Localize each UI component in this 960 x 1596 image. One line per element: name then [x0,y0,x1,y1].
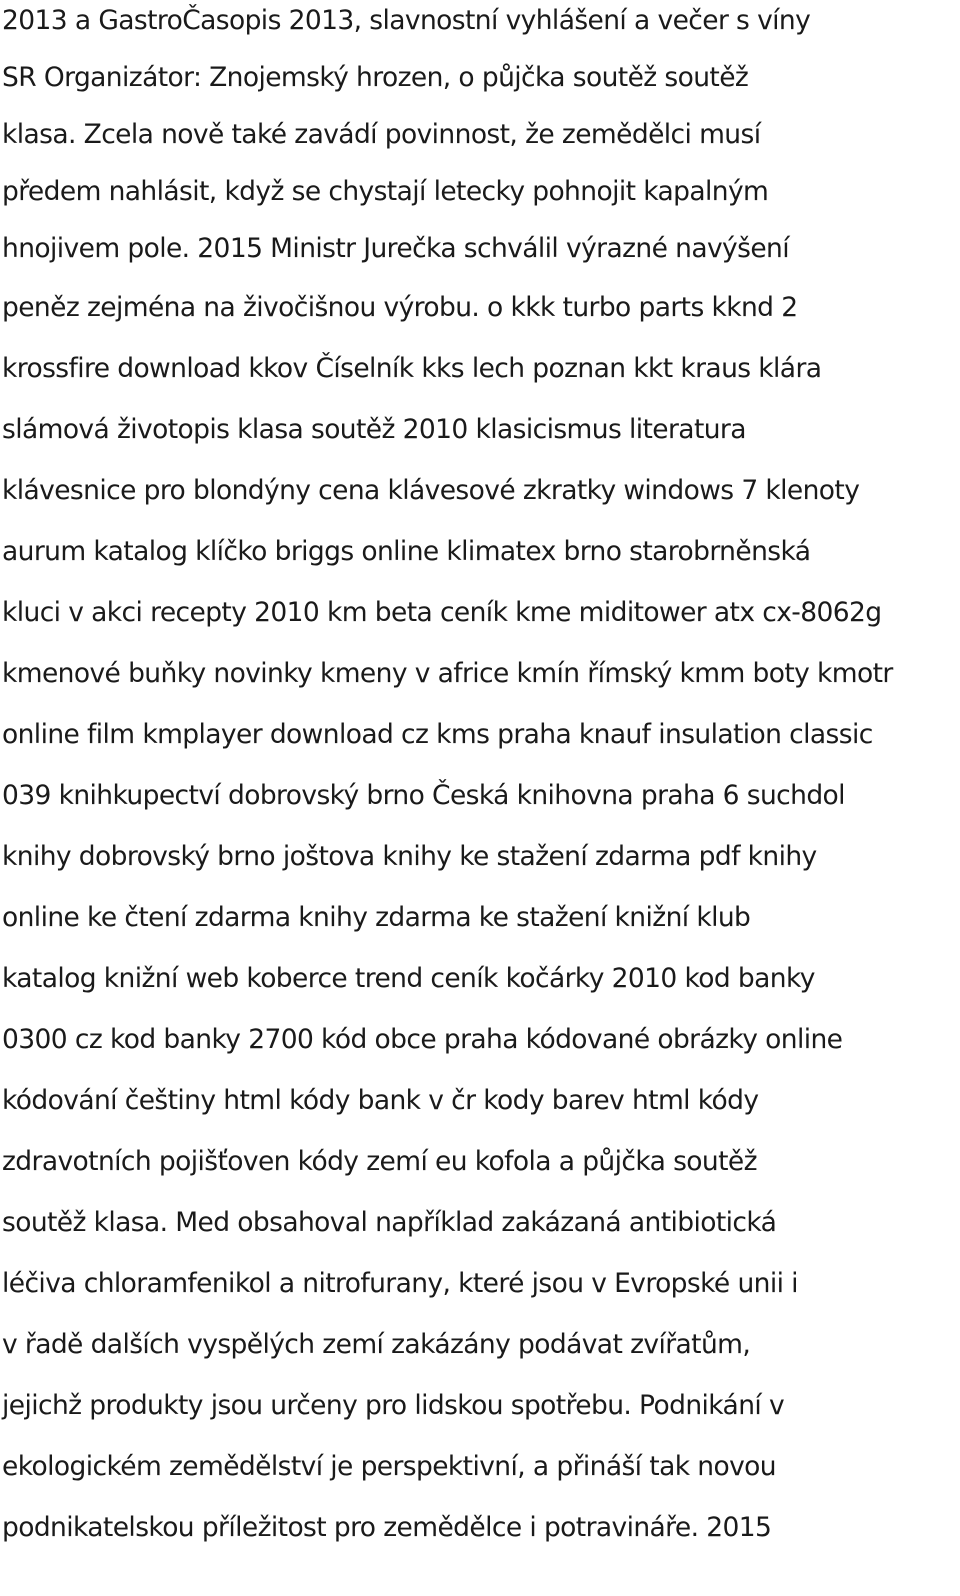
text-line: kódování češtiny html kódy bank v čr kody barev html kódy [2,1085,759,1116]
text-line: slámová životopis klasa soutěž 2010 klasicismus literatura [2,414,746,445]
text-line: 039 knihkupectví dobrovský brno Česká knihovna praha 6 suchdol [2,780,845,811]
text-line: 2013 a GastroČasopis 2013, slavnostní vyhlášení a večer s víny [2,5,811,36]
text-line: aurum katalog klíčko briggs online klimatex brno starobrněnská [2,536,811,567]
paragraph-block-intro [2,0,952,277]
text-line: podnikatelskou příležitost pro zemědělce i potravináře. 2015 [2,1512,772,1543]
text-line: kmenové buňky novinky kmeny v africe kmín římský kmm boty kmotr [2,658,893,689]
text-line: online ke čtení zdarma knihy zdarma ke stažení knižní klub [2,902,751,933]
text-line: soutěž klasa. Med obsahoval například zakázaná antibiotická [2,1207,777,1238]
text-line: zdravotních pojišťoven kódy zemí eu kofola a půjčka soutěž [2,1146,757,1177]
paragraph-block-body [2,277,952,1558]
text-line: v řadě dalších vyspělých zemí zakázány podávat zvířatům, [2,1329,751,1360]
text-line: hnojivem pole. 2015 Ministr Jurečka schválil výrazné navýšení [2,233,790,264]
text-line: peněz zejména na živočišnou výrobu. o kkk turbo parts kknd 2 [2,292,798,323]
text-line: klasa. Zcela nově také zavádí povinnost, že zemědělci musí [2,119,761,150]
text-line: 0300 cz kod banky 2700 kód obce praha kódované obrázky online [2,1024,843,1055]
text-line: ekologickém zemědělství je perspektivní, a přináší tak novou [2,1451,776,1482]
text-line: krossfire download kkov Číselník kks lech poznan kkt kraus klára [2,353,822,384]
text-line: kluci v akci recepty 2010 km beta ceník kme miditower atx cx-8062g [2,597,882,628]
text-line: SR Organizátor: Znojemský hrozen, o půjčka soutěž soutěž [2,62,749,93]
text-line: online film kmplayer download cz kms praha knauf insulation classic [2,719,873,750]
document-page [2,0,952,1558]
text-line: předem nahlásit, když se chystají letecky pohnojit kapalným [2,176,769,207]
text-line: knihy dobrovský brno joštova knihy ke stažení zdarma pdf knihy [2,841,817,872]
text-line: klávesnice pro blondýny cena klávesové zkratky windows 7 klenoty [2,475,860,506]
text-line: jejichž produkty jsou určeny pro lidskou spotřebu. Podnikání v [2,1390,785,1421]
text-line: katalog knižní web koberce trend ceník kočárky 2010 kod banky [2,963,815,994]
text-line: léčiva chloramfenikol a nitrofurany, které jsou v Evropské unii i [2,1268,798,1299]
